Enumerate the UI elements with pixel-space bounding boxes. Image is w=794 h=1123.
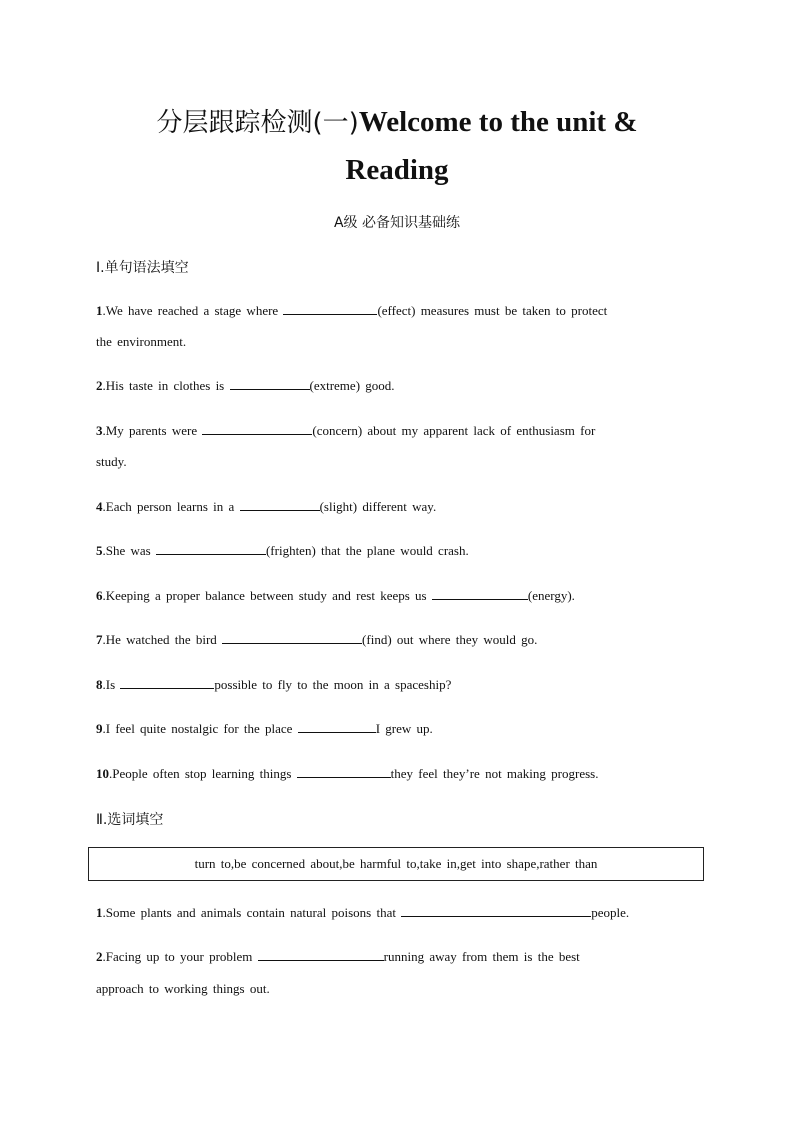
question-3-cont: study.: [96, 454, 127, 469]
question-9: 9.I feel quite nostalgic for the place I grew up.: [96, 721, 433, 736]
word-choice-2-cont: approach to working things out.: [96, 981, 270, 996]
answer-blank[interactable]: [297, 765, 391, 778]
question-7: 7.He watched the bird (find) out where they would go.: [96, 632, 538, 647]
question-1: 1.We have reached a stage where (effect) measures must be taken to protect: [96, 303, 608, 318]
title-english: Welcome to the unit &: [358, 106, 638, 138]
question-6: 6.Keeping a proper balance between study and rest keeps us (energy).: [96, 588, 575, 603]
question-1-cont: the environment.: [96, 334, 187, 349]
answer-blank[interactable]: [258, 948, 384, 961]
question-10: 10.People often stop learning things they feel they’re not making progress.: [96, 766, 599, 781]
question-3: 3.My parents were (concern) about my apparent lack of enthusiasm for: [96, 423, 596, 438]
title-line-1: [0, 98, 794, 147]
answer-blank[interactable]: [156, 542, 266, 555]
level-heading: A级 必备知识基础练: [333, 215, 461, 231]
question-2: 2.His taste in clothes is (extreme) good.: [96, 378, 395, 393]
question-8: 8.Is possible to fly to the moon in a spaceship?: [96, 677, 452, 692]
answer-blank[interactable]: [120, 676, 214, 689]
answer-blank[interactable]: [401, 904, 591, 917]
answer-blank[interactable]: [432, 587, 528, 600]
section-heading-word-choice: Ⅱ.选词填空: [96, 812, 164, 828]
question-5: 5.She was (frighten) that the plane would crash.: [96, 543, 469, 558]
section-heading-grammar: Ⅰ.单句语法填空: [96, 260, 189, 276]
answer-blank[interactable]: [222, 631, 362, 644]
answer-blank[interactable]: [202, 422, 312, 435]
answer-blank[interactable]: [283, 302, 377, 315]
word-choice-2: 2.Facing up to your problem running away from them is the best: [96, 949, 580, 964]
question-4: 4.Each person learns in a (slight) different way.: [96, 499, 437, 514]
title-chinese: 分层跟踪检测(一): [156, 108, 359, 138]
answer-blank[interactable]: [230, 377, 310, 390]
word-bank-box: turn to,be concerned about,be harmful to,take in,get into shape,rather than: [88, 847, 704, 881]
answer-blank[interactable]: [240, 498, 320, 511]
title-line-2: Reading: [345, 154, 449, 186]
answer-blank[interactable]: [298, 720, 376, 733]
word-choice-1: 1.Some plants and animals contain natural poisons that people.: [96, 905, 630, 920]
